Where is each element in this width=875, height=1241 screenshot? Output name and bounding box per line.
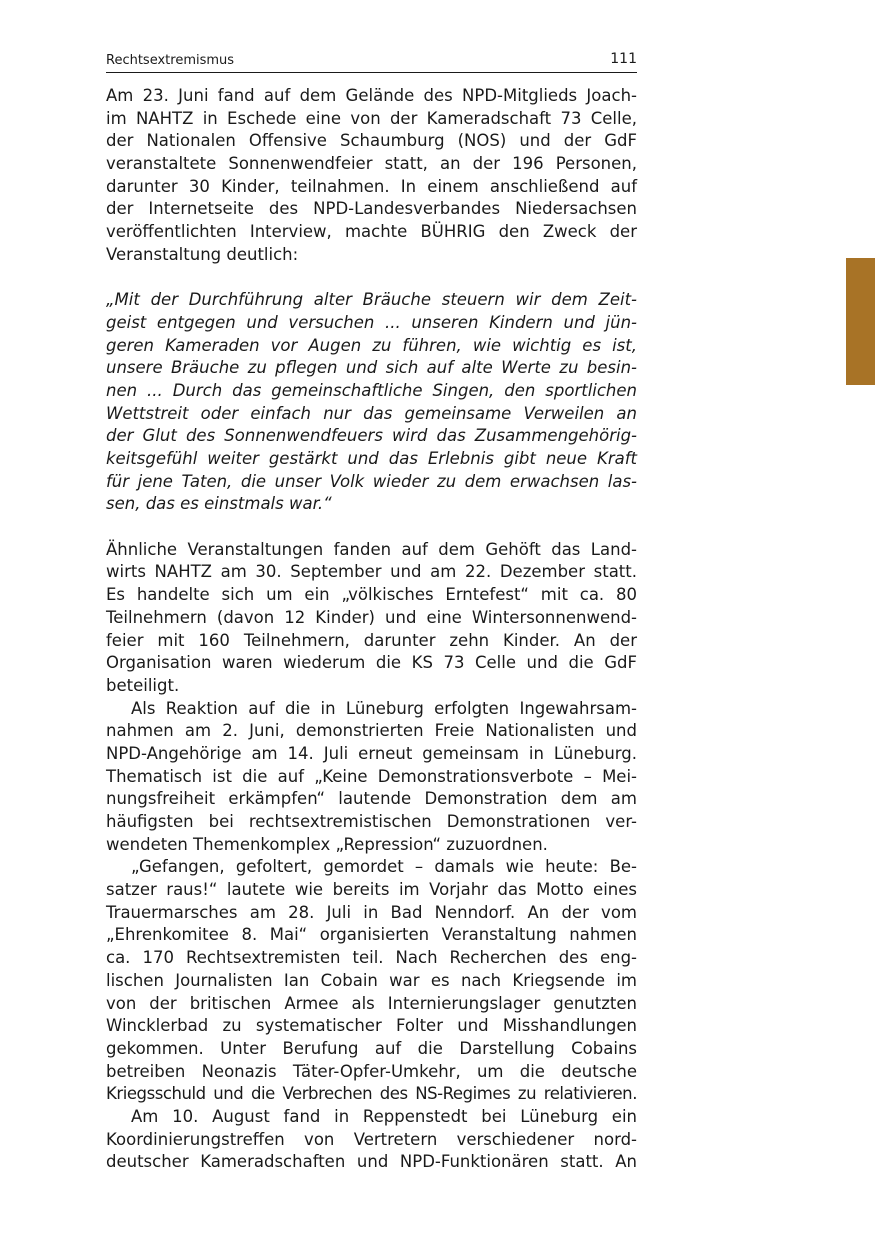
text-line: Kriegsschuld und die Verbrechen des NS-Regimes zu relativieren. [106,1084,637,1104]
page-body [106,85,637,1174]
text-line: geist entgegen und versuchen ... unseren Kindern und jün- [106,312,637,332]
paragraph-2 [106,539,637,698]
paragraph-3 [106,698,637,857]
text-line: nahmen am 2. Juni, demonstrierten Freie Nationalisten und [106,721,637,741]
text-line: geren Kameraden vor Augen zu führen, wie wichtig es ist, [106,335,637,355]
text-line: der Nationalen Offensive Schaumburg (NOS) und der GdF [106,131,637,151]
text-line: Organisation waren wiederum die KS 73 Celle und die GdF [106,653,637,673]
running-header [106,50,637,73]
text-line: gekommen. Unter Berufung auf die Darstellung Cobains [106,1038,637,1058]
text-line: lischen Journalisten Ian Cobain war es nach Kriegsende im [106,970,637,990]
text-line: feier mit 160 Teilnehmern, darunter zehn Kinder. An der [106,630,637,650]
text-line: Thematisch ist die auf „Keine Demonstrationsverbote – Mei- [106,766,637,786]
text-line: „Mit der Durchführung alter Bräuche steuern wir dem Zeit- [106,290,637,310]
text-line: im NAHTZ in Eschede eine von der Kameradschaft 73 Celle, [106,108,637,128]
text-line: der Internetseite des NPD-Landesverbandes Niedersachsen [106,199,637,219]
paragraph-5 [106,1106,637,1174]
text-line: Am 23. Juni fand auf dem Gelände des NPD-Mitglieds Joach- [106,86,637,105]
text-line: „Gefangen, gefoltert, gemordet – damals wie heute: Be- [131,857,637,877]
text-line: Am 10. August fand in Reppenstedt bei Lüneburg ein [131,1106,637,1126]
text-line: „Ehrenkomitee 8. Mai“ organisierten Veranstaltung nahmen [106,925,637,945]
text-line: nungsfreiheit erkämpfen“ lautende Demonstration dem am [106,789,637,809]
text-line: beteiligt. [106,675,180,695]
text-line: NPD-Angehörige am 14. Juli erneut gemeinsam in Lüneburg. [106,743,637,763]
text-line: Koordinierungstreffen von Vertretern verschiedener nord- [106,1129,637,1149]
page-number: 111 [610,51,637,67]
text-line: der Glut des Sonnenwendfeuers wird das Zusammengehörig- [106,426,637,446]
text-line: Teilnehmern (davon 12 Kinder) und eine Wintersonnenwend- [106,607,637,627]
text-line: ca. 170 Rechtsextremisten teil. Nach Recherchen des eng- [106,948,637,968]
section-title: Rechtsextremismus [106,53,235,68]
text-line: veranstaltete Sonnenwendfeier statt, an der 196 Personen, [106,154,637,174]
text-line: von der britischen Armee als Internierungslager genutzten [106,993,637,1013]
text-line: satzer raus!“ lautete wie bereits im Vorjahr das Motto eines [106,880,637,900]
chapter-thumb-tab [846,258,875,385]
paragraph-1 [106,85,637,267]
text-line: keitsgefühl weiter gestärkt und das Erlebnis gibt neue Kraft [106,449,637,468]
text-line: Es handelte sich um ein „völkisches Erntefest“ mit ca. 80 [106,585,637,605]
text-line: Trauermarsches am 28. Juli in Bad Nenndorf. An der vom [106,902,637,922]
text-line: veröffentlichten Interview, machte BÜHRIG den Zweck der [106,222,637,242]
text-line: unsere Bräuche zu pflegen und sich auf alte Werte zu besin- [106,358,637,378]
text-line: wendeten Themenkomplex „Repression“ zuzuordnen. [106,834,548,854]
text-line: betreiben Neonazis Täter-Opfer-Umkehr, um die deutsche [106,1061,637,1081]
text-line: Als Reaktion auf die in Lüneburg erfolgten Ingewahrsam- [131,698,637,718]
text-line: häufigsten bei rechtsextremistischen Demonstrationen ver- [106,812,637,831]
text-line: Wettstreit oder einfach nur das gemeinsame Verweilen an [106,403,637,423]
text-line: sen, das es einstmals war.“ [106,494,332,514]
text-line: für jene Taten, die unser Volk wieder zu dem erwachsen las- [106,471,637,491]
text-line: Wincklerbad zu systematischer Folter und Misshandlungen [106,1016,637,1036]
text-line: Veranstaltung deutlich: [106,244,299,264]
block-quote [106,289,637,516]
text-line: nen ... Durch das gemeinschaftliche Singen, den sportlichen [106,380,637,400]
paragraph-4 [106,856,637,1106]
text-line: darunter 30 Kinder, teilnahmen. In einem anschließend auf [106,176,637,196]
text-line: wirts NAHTZ am 30. September und am 22. Dezember statt. [106,562,637,582]
text-line: Ähnliche Veranstaltungen fanden auf dem Gehöft das Land- [106,539,637,559]
text-line: deutscher Kameradschaften und NPD-Funktionären statt. An [106,1152,637,1172]
